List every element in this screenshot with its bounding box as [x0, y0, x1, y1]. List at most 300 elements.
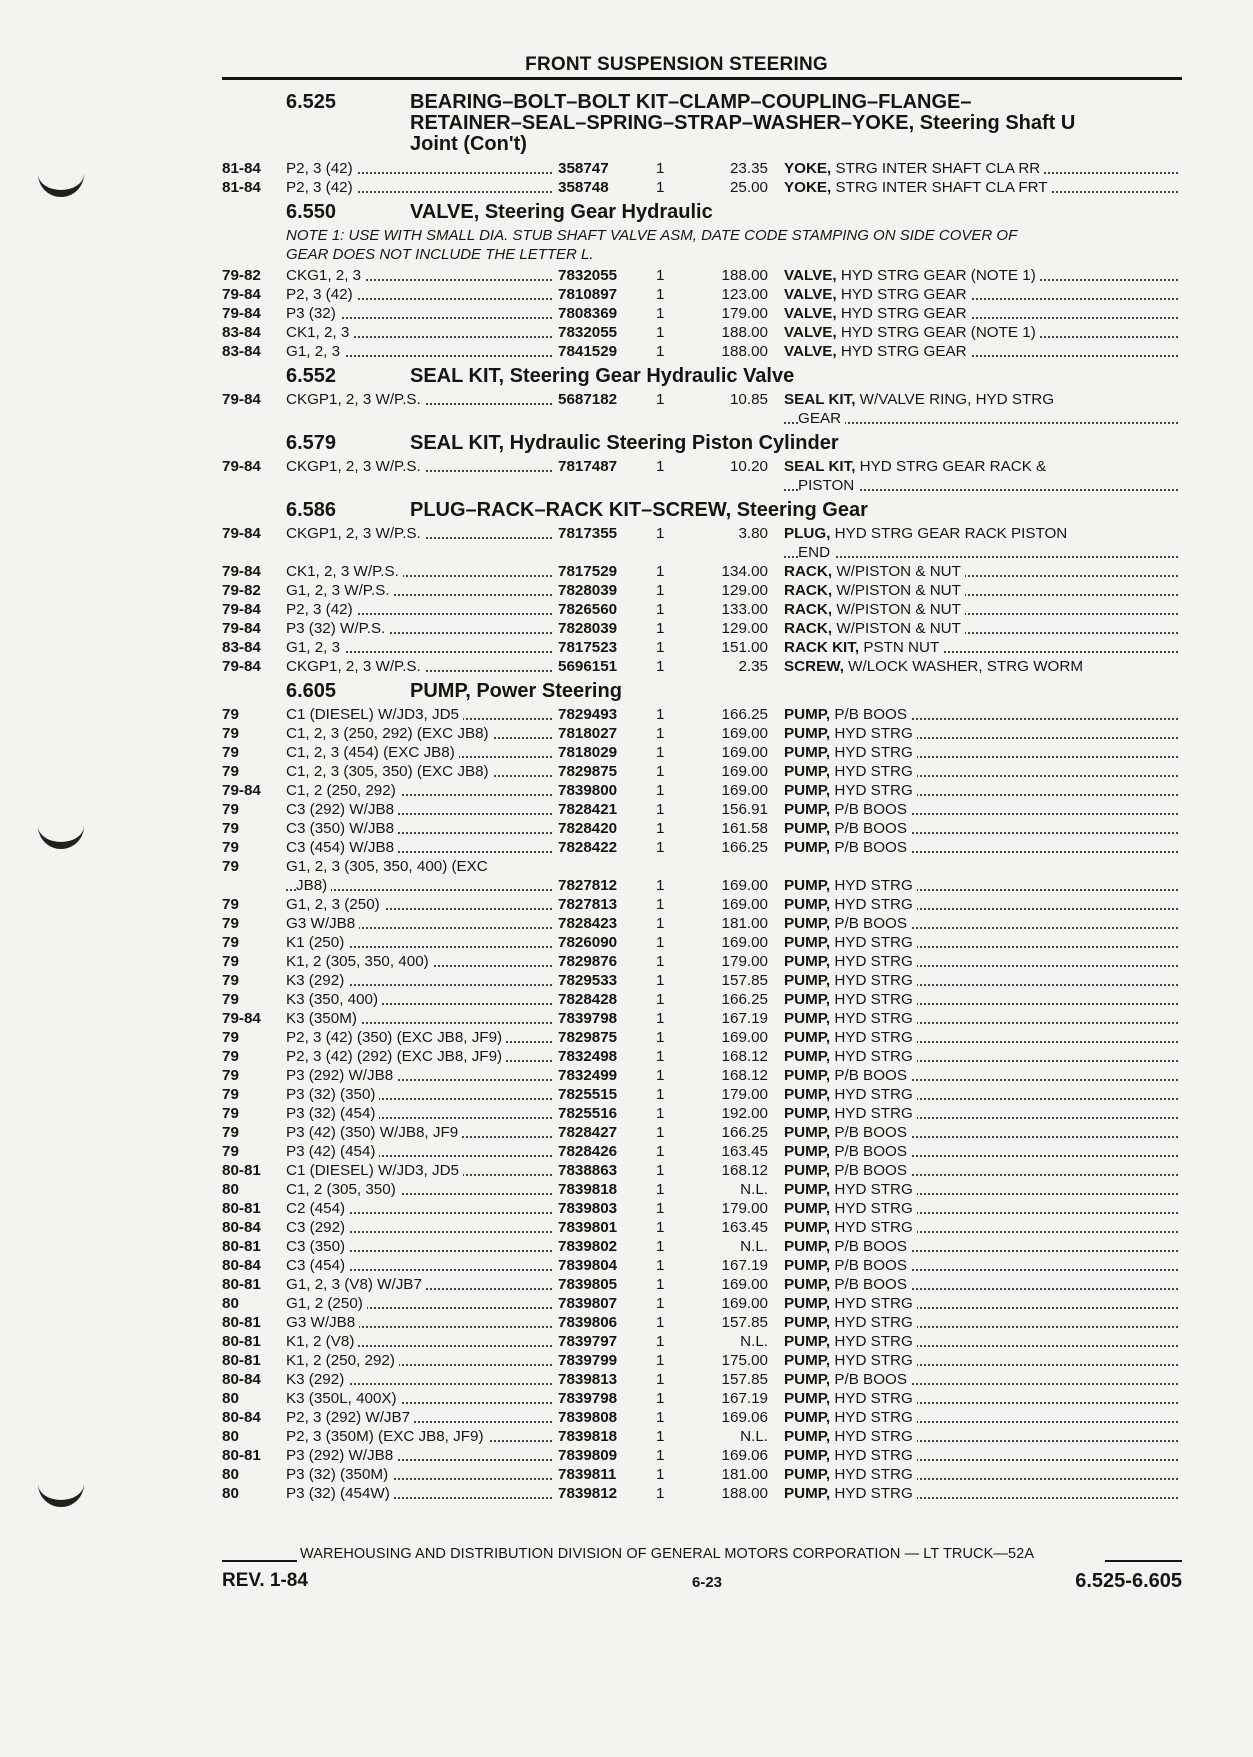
model-application	[286, 457, 558, 476]
part-number: 7832499	[558, 1067, 618, 1084]
model-application	[286, 638, 558, 657]
part-detail: W/PISTON & NUT	[832, 601, 961, 618]
description-text	[784, 1048, 917, 1065]
description-line	[784, 600, 1182, 619]
description-text	[784, 582, 965, 599]
section-number: 6.525	[286, 91, 337, 113]
model-application	[286, 1332, 558, 1351]
list-price: 188.00	[721, 343, 768, 360]
quantity: 1	[656, 839, 665, 856]
part-name: PUMP,	[784, 1466, 831, 1483]
part-description	[784, 1275, 1182, 1294]
part-name: YOKE,	[784, 179, 832, 196]
part-row	[222, 1009, 1182, 1028]
part-description	[784, 743, 1182, 762]
description-text	[784, 820, 911, 837]
model-application	[286, 724, 558, 743]
part-number: 358748	[558, 179, 609, 196]
part-description	[784, 952, 1182, 971]
quantity: 1	[656, 160, 665, 177]
part-description	[784, 1161, 1182, 1180]
description-text	[784, 953, 917, 970]
list-price: 179.00	[721, 305, 768, 322]
list-price: 169.00	[721, 1295, 768, 1312]
quantity: 1	[656, 1105, 665, 1122]
binder-hole-mark	[38, 820, 84, 849]
part-detail: HYD STRG	[830, 1314, 913, 1331]
part-name: SCREW,	[784, 658, 844, 675]
description-text	[784, 725, 917, 742]
model-years: 79-84	[222, 458, 261, 475]
list-price: 167.19	[721, 1257, 768, 1274]
part-detail: HYD STRG	[830, 1409, 913, 1426]
part-description	[784, 971, 1182, 990]
model-years: 80	[222, 1390, 239, 1407]
part-name: PUMP,	[784, 1219, 831, 1236]
model-application	[286, 304, 558, 323]
part-row	[222, 178, 1182, 197]
model-text: K3 (350, 400)	[286, 991, 382, 1008]
footer-rule-left	[222, 1560, 297, 1562]
part-row	[222, 1256, 1182, 1275]
part-description	[784, 1066, 1182, 1085]
part-row	[222, 1066, 1182, 1085]
section-title: SEAL KIT, Hydraulic Steering Piston Cylinder	[410, 432, 839, 454]
model-years: 80-84	[222, 1219, 261, 1236]
model-text: P2, 3 (350M) (EXC JB8, JF9)	[286, 1428, 488, 1445]
model-text: G1, 2, 3 (305, 350, 400) (EXC	[286, 858, 492, 875]
part-number: 7817355	[558, 525, 618, 542]
part-name: RACK,	[784, 601, 833, 618]
quantity: 1	[656, 744, 665, 761]
model-application	[286, 1180, 558, 1199]
quantity: 1	[656, 1371, 665, 1388]
description-text	[784, 160, 1044, 177]
part-row	[222, 619, 1182, 638]
model-application	[286, 990, 558, 1009]
part-name: PUMP,	[784, 1086, 831, 1103]
quantity: 1	[656, 1352, 665, 1369]
description-text	[784, 1181, 917, 1198]
part-row	[222, 524, 1182, 562]
description-text	[784, 391, 1058, 408]
part-number: 7838863	[558, 1162, 618, 1179]
description-line	[784, 1104, 1182, 1123]
quantity: 1	[656, 563, 665, 580]
model-text: C1 (DIESEL) W/JD3, JD5	[286, 1162, 463, 1179]
section-title: BEARING–BOLT–BOLT KIT–CLAMP–COUPLING–FLANGE– RETAINER–SEAL–SPRING–STRAP–WASHER–YOKE, Steering Shaft U Joint (Con't)	[410, 91, 1076, 155]
quantity: 1	[656, 658, 665, 675]
part-number: 7839807	[558, 1295, 618, 1312]
model-years: 80-81	[222, 1314, 261, 1331]
part-row	[222, 1180, 1182, 1199]
part-detail: HYD STRG	[830, 1010, 913, 1027]
part-name: VALVE,	[784, 343, 837, 360]
part-detail: HYD STRG	[830, 1086, 913, 1103]
part-name: PUMP,	[784, 1162, 831, 1179]
quantity: 1	[656, 1333, 665, 1350]
model-years: 79	[222, 744, 239, 761]
description-line	[784, 1028, 1182, 1047]
model-years: 80-81	[222, 1238, 261, 1255]
model-years: 80-84	[222, 1409, 261, 1426]
part-description	[784, 390, 1182, 428]
model-text: P2, 3 (292) W/JB7	[286, 1409, 414, 1426]
quantity: 1	[656, 820, 665, 837]
part-row	[222, 800, 1182, 819]
part-detail: P/B BOOS	[830, 1162, 907, 1179]
part-description	[784, 990, 1182, 1009]
description-line	[784, 159, 1182, 178]
part-number: 7839811	[558, 1466, 617, 1483]
part-description	[784, 304, 1182, 323]
model-years: 79	[222, 934, 239, 951]
model-text: P3 (32) W/P.S.	[286, 620, 389, 637]
part-name: PUMP,	[784, 1447, 831, 1464]
part-number: 7828420	[558, 820, 618, 837]
part-name: PUMP,	[784, 1485, 831, 1502]
model-years: 79	[222, 1124, 239, 1141]
part-name: PUMP,	[784, 801, 831, 818]
model-text: G1, 2 (250)	[286, 1295, 367, 1312]
description-text	[784, 1295, 917, 1312]
description-text	[784, 267, 1040, 284]
model-years: 79	[222, 1086, 239, 1103]
model-text: C1, 2 (250, 292)	[286, 782, 400, 799]
list-price: 157.85	[721, 1371, 768, 1388]
model-text: P3 (32) (454)	[286, 1105, 379, 1122]
list-price: 179.00	[721, 953, 768, 970]
quantity: 1	[656, 305, 665, 322]
model-application	[286, 1484, 558, 1503]
part-detail: HYD STRG	[830, 1029, 913, 1046]
quantity: 1	[656, 620, 665, 637]
model-text: CKGP1, 2, 3 W/P.S.	[286, 458, 425, 475]
part-number: 7839799	[558, 1352, 618, 1369]
description-line	[784, 476, 1182, 495]
model-years: 79	[222, 1105, 239, 1122]
list-price: 169.00	[721, 725, 768, 742]
part-number: 7818029	[558, 744, 618, 761]
model-text: C3 (350)	[286, 1238, 349, 1255]
model-years: 83-84	[222, 343, 261, 360]
model-text: C2 (454)	[286, 1200, 349, 1217]
part-description	[784, 1180, 1182, 1199]
part-name: PUMP,	[784, 1238, 831, 1255]
description-line	[784, 990, 1182, 1009]
list-price: 169.00	[721, 1029, 768, 1046]
description-text-cont: GEAR	[798, 410, 845, 427]
model-application	[286, 1427, 558, 1446]
model-text: C3 (292)	[286, 1219, 349, 1236]
description-line	[784, 952, 1182, 971]
list-price: 166.25	[721, 1124, 768, 1141]
list-price: 151.00	[721, 639, 768, 656]
description-text	[784, 305, 971, 322]
description-line	[784, 1427, 1182, 1446]
part-number: 7832498	[558, 1048, 618, 1065]
quantity: 1	[656, 782, 665, 799]
model-application	[286, 1104, 558, 1123]
quantity: 1	[656, 1466, 665, 1483]
model-application	[286, 266, 558, 285]
part-name: PUMP,	[784, 1371, 831, 1388]
model-text: C1, 2, 3 (250, 292) (EXC JB8)	[286, 725, 493, 742]
part-detail: HYD STRG	[830, 991, 913, 1008]
model-application	[286, 1446, 558, 1465]
part-detail: P/B BOOS	[830, 706, 907, 723]
part-detail: HYD STRG	[830, 1200, 913, 1217]
model-text: P2, 3 (42)	[286, 179, 357, 196]
quantity: 1	[656, 582, 665, 599]
model-text: C1, 2, 3 (454) (EXC JB8)	[286, 744, 459, 761]
description-text	[784, 877, 917, 894]
part-description	[784, 1009, 1182, 1028]
model-text: P3 (32) (454W)	[286, 1485, 394, 1502]
model-application	[286, 323, 558, 342]
description-text	[784, 1390, 917, 1407]
description-line	[784, 895, 1182, 914]
part-number: 7839800	[558, 782, 618, 799]
section-range: 6.525-6.605	[1075, 1570, 1182, 1592]
part-name: PUMP,	[784, 1200, 831, 1217]
description-text	[784, 1371, 911, 1388]
model-years: 80	[222, 1466, 239, 1483]
part-row	[222, 1313, 1182, 1332]
part-description	[784, 1484, 1182, 1503]
part-number: 7839813	[558, 1371, 618, 1388]
part-description	[784, 1465, 1182, 1484]
model-application	[286, 1142, 558, 1161]
part-row	[222, 781, 1182, 800]
description-line	[784, 657, 1182, 676]
model-application	[286, 600, 558, 619]
part-number: 7839802	[558, 1238, 618, 1255]
quantity: 1	[656, 1048, 665, 1065]
part-row	[222, 1237, 1182, 1256]
part-description	[784, 1408, 1182, 1427]
model-text: G1, 2, 3 (250)	[286, 896, 384, 913]
part-description	[784, 619, 1182, 638]
quantity: 1	[656, 639, 665, 656]
model-application	[286, 1465, 558, 1484]
list-price: 10.85	[729, 391, 768, 408]
model-text: C1, 2 (305, 350)	[286, 1181, 400, 1198]
part-detail: P/B BOOS	[830, 1143, 907, 1160]
part-row	[222, 638, 1182, 657]
part-name: PUMP,	[784, 1143, 831, 1160]
quantity: 1	[656, 286, 665, 303]
part-description	[784, 657, 1182, 676]
part-name: VALVE,	[784, 286, 837, 303]
model-years: 80-84	[222, 1257, 261, 1274]
list-price: 123.00	[721, 286, 768, 303]
quantity: 1	[656, 1086, 665, 1103]
description-line	[784, 1389, 1182, 1408]
description-line	[784, 1066, 1182, 1085]
model-text: P3 (32) (350M)	[286, 1466, 392, 1483]
section-note: NOTE 1: USE WITH SMALL DIA. STUB SHAFT VALVE ASM, DATE CODE STAMPING ON SIDE COVER OF GEAR DOES NOT INCLUDE THE LETTER L.	[286, 227, 1018, 263]
part-detail: HYD STRG	[830, 1485, 913, 1502]
description-line	[784, 1237, 1182, 1256]
part-detail: HYD STRG	[830, 1390, 913, 1407]
model-application	[286, 178, 558, 197]
part-row	[222, 1218, 1182, 1237]
model-text: CKG1, 2, 3	[286, 267, 365, 284]
part-name: PUMP,	[784, 1333, 831, 1350]
model-application	[286, 933, 558, 952]
description-line	[784, 724, 1182, 743]
description-line	[784, 285, 1182, 304]
description-line	[784, 619, 1182, 638]
model-years: 79-84	[222, 620, 261, 637]
model-application	[286, 971, 558, 990]
model-years: 83-84	[222, 324, 261, 341]
part-description	[784, 1085, 1182, 1104]
model-application	[286, 1389, 558, 1408]
part-number: 7818027	[558, 725, 618, 742]
description-text	[784, 1143, 911, 1160]
model-years: 79	[222, 991, 239, 1008]
list-price: 179.00	[721, 1086, 768, 1103]
part-detail: HYD STRG GEAR (NOTE 1)	[836, 324, 1036, 341]
description-line	[784, 838, 1182, 857]
description-text	[784, 1219, 917, 1236]
part-name: PUMP,	[784, 1257, 831, 1274]
part-name: PUMP,	[784, 934, 831, 951]
model-years: 79-84	[222, 782, 261, 799]
list-price: 181.00	[721, 1466, 768, 1483]
description-line	[784, 1446, 1182, 1465]
quantity: 1	[656, 324, 665, 341]
description-line	[784, 971, 1182, 990]
description-line	[784, 562, 1182, 581]
part-row	[222, 1446, 1182, 1465]
model-application	[286, 743, 558, 762]
quantity: 1	[656, 267, 665, 284]
model-years: 79-84	[222, 601, 261, 618]
description-line	[784, 304, 1182, 323]
quantity: 1	[656, 1143, 665, 1160]
part-name: RACK,	[784, 582, 833, 599]
part-detail: HYD STRG	[830, 877, 913, 894]
description-text	[784, 1162, 911, 1179]
description-line	[784, 876, 1182, 895]
list-price: 168.12	[721, 1048, 768, 1065]
description-line	[784, 1408, 1182, 1427]
part-row	[222, 304, 1182, 323]
part-detail: HYD STRG	[830, 1466, 913, 1483]
description-text	[784, 620, 965, 637]
section-title: PLUG–RACK–RACK KIT–SCREW, Steering Gear	[410, 499, 868, 521]
part-name: PUMP,	[784, 820, 831, 837]
part-row	[222, 1294, 1182, 1313]
part-name: PUMP,	[784, 1409, 831, 1426]
quantity: 1	[656, 1276, 665, 1293]
part-detail: P/B BOOS	[830, 1257, 907, 1274]
part-description	[784, 1237, 1182, 1256]
part-detail: W/PISTON & NUT	[832, 620, 961, 637]
part-name: PUMP,	[784, 1048, 831, 1065]
model-text: G1, 2, 3 (V8) W/JB7	[286, 1276, 426, 1293]
part-number: 7808369	[558, 305, 618, 322]
model-text: K3 (350L, 400X)	[286, 1390, 401, 1407]
part-number: 5696151	[558, 658, 618, 675]
model-text: C3 (454) W/JB8	[286, 839, 398, 856]
part-description	[784, 914, 1182, 933]
part-name: PUMP,	[784, 1029, 831, 1046]
quantity: 1	[656, 725, 665, 742]
description-text	[784, 601, 965, 618]
part-row	[222, 1465, 1182, 1484]
part-number: 7839798	[558, 1010, 618, 1027]
part-row	[222, 1123, 1182, 1142]
part-name: PUMP,	[784, 1124, 831, 1141]
part-number: 7829876	[558, 953, 618, 970]
part-number: 7817487	[558, 458, 618, 475]
part-description	[784, 895, 1182, 914]
model-text: CK1, 2, 3 W/P.S.	[286, 563, 403, 580]
description-text	[784, 179, 1052, 196]
part-number: 7839806	[558, 1314, 618, 1331]
part-row	[222, 1484, 1182, 1503]
description-text	[784, 1314, 917, 1331]
description-line	[784, 1009, 1182, 1028]
description-text	[784, 1010, 917, 1027]
part-row	[222, 857, 1182, 895]
part-detail: STRG INTER SHAFT CLA RR	[831, 160, 1041, 177]
part-name: PUMP,	[784, 1010, 831, 1027]
model-text: P3 (292) W/JB8	[286, 1067, 397, 1084]
description-text	[784, 744, 917, 761]
description-line	[784, 819, 1182, 838]
description-line	[784, 457, 1182, 476]
model-application	[286, 857, 558, 895]
description-text	[784, 706, 911, 723]
model-application	[286, 705, 558, 724]
part-number: 7839803	[558, 1200, 618, 1217]
part-description	[784, 1294, 1182, 1313]
part-detail: HYD STRG	[830, 1105, 913, 1122]
part-row	[222, 266, 1182, 285]
part-detail: HYD STRG	[830, 1428, 913, 1445]
model-years: 80-81	[222, 1162, 261, 1179]
part-number: 7839797	[558, 1333, 618, 1350]
list-price: 169.00	[721, 934, 768, 951]
part-row	[222, 762, 1182, 781]
model-years: 79	[222, 706, 239, 723]
part-detail: P/B BOOS	[830, 1238, 907, 1255]
part-name: RACK KIT,	[784, 639, 860, 656]
description-line	[784, 1218, 1182, 1237]
page-title: FRONT SUSPENSION STEERING	[525, 54, 828, 75]
part-number: 7839808	[558, 1409, 618, 1426]
part-row	[222, 952, 1182, 971]
part-detail: HYD STRG	[830, 1352, 913, 1369]
section-heading	[222, 433, 1182, 453]
part-name: PUMP,	[784, 1276, 831, 1293]
part-name: VALVE,	[784, 324, 837, 341]
description-line	[784, 1313, 1182, 1332]
description-line	[784, 1047, 1182, 1066]
part-description	[784, 524, 1182, 562]
part-description	[784, 1142, 1182, 1161]
part-detail: P/B BOOS	[830, 820, 907, 837]
model-years: 79	[222, 839, 239, 856]
description-line	[784, 743, 1182, 762]
footer-corporation: WAREHOUSING AND DISTRIBUTION DIVISION OF GENERAL MOTORS CORPORATION — LT TRUCK—52A	[300, 1546, 1035, 1562]
model-application	[286, 562, 558, 581]
